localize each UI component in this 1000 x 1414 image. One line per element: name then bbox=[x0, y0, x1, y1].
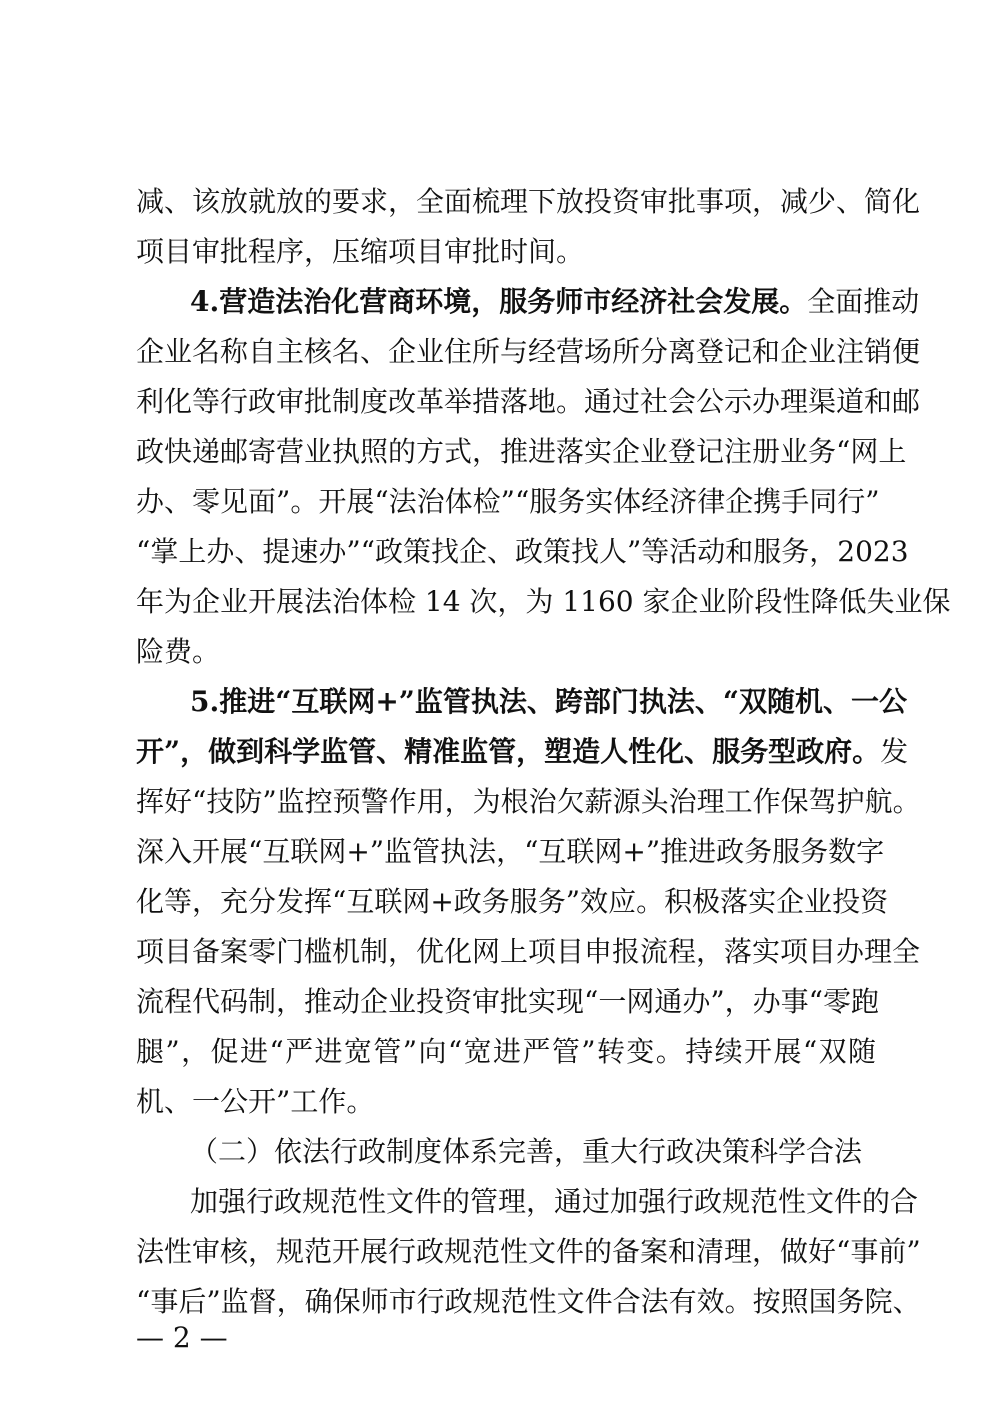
line-text: 减、该放就放的要求，全面梳理下放投资审批事项，减少、简化 bbox=[136, 185, 921, 218]
section-item-4-line bbox=[190, 276, 920, 328]
section-heading-2: （二）依法行政制度体系完善，重大行政决策科学合法 bbox=[190, 1135, 863, 1168]
section-item-5-title: 5.推进“互联网+”监管执法、跨部门执法、“双随机、一公 bbox=[190, 685, 908, 718]
paragraph-line bbox=[136, 776, 921, 828]
line-text: 化等，充分发挥“互联网+政务服务”效应。积极落实企业投资 bbox=[136, 885, 889, 918]
paragraph-line bbox=[136, 1276, 921, 1328]
line-text: 政快递邮寄营业执照的方式，推进落实企业登记注册业务“网上 bbox=[136, 435, 907, 468]
line-text: 企业名称自主核名、企业住所与经营场所分离登记和企业注销便 bbox=[136, 335, 921, 368]
line-text: 办、零见面”。开展“法治体检”“服务实体经济律企携手同行” bbox=[136, 485, 880, 518]
line-text: 利化等行政审批制度改革举措落地。通过社会公示办理渠道和邮 bbox=[136, 385, 921, 418]
paragraph-line bbox=[136, 1026, 876, 1078]
line-text: 险费。 bbox=[136, 635, 221, 668]
line-text: 加强行政规范性文件的管理，通过加强行政规范性文件的合 bbox=[190, 1185, 919, 1218]
paragraph-line bbox=[136, 226, 876, 278]
paragraph-line bbox=[136, 826, 885, 878]
paragraph-line bbox=[136, 1226, 921, 1278]
page-number: — 2 — bbox=[136, 1321, 228, 1354]
paragraph-line bbox=[136, 926, 921, 978]
line-text: “事后”监督，确保师市行政规范性文件合法有效。按照国务院、 bbox=[136, 1285, 921, 1318]
paragraph-line bbox=[136, 1076, 876, 1128]
paragraph-line bbox=[190, 1176, 919, 1228]
line-text: “掌上办、提速办”“政策找企、政策找人”等活动和服务，2023 bbox=[136, 535, 909, 568]
line-text: 项目审批程序，压缩项目审批时间。 bbox=[136, 235, 585, 268]
paragraph-line bbox=[136, 626, 876, 678]
line-text: 法性审核，规范开展行政规范性文件的备案和清理，做好“事前” bbox=[136, 1235, 921, 1268]
paragraph-line bbox=[136, 476, 880, 528]
paragraph-line bbox=[136, 876, 889, 928]
paragraph-line bbox=[136, 576, 951, 628]
section-item-5-line bbox=[190, 676, 908, 728]
paragraph-line bbox=[136, 376, 921, 428]
line-text: 腿”，促进“严进宽管”向“宽进严管”转变。持续开展“双随 bbox=[136, 1035, 876, 1068]
paragraph-line bbox=[136, 426, 907, 478]
line-text: 流程代码制，推动企业投资审批实现“一网通办”，办事“零跑 bbox=[136, 985, 879, 1018]
paragraph-line bbox=[136, 176, 921, 228]
line-text: 机、一公开”工作。 bbox=[136, 1085, 375, 1118]
section-item-5-title: 开”，做到科学监管、精准监管，塑造人性化、服务型政府。 bbox=[136, 735, 881, 768]
line-text: 挥好“技防”监控预警作用，为根治欠薪源头治理工作保驾护航。 bbox=[136, 785, 921, 818]
line-text: 发 bbox=[880, 735, 909, 768]
line-text: 深入开展“互联网+”监管执法，“互联网+”推进政务服务数字 bbox=[136, 835, 885, 868]
paragraph-line bbox=[136, 326, 921, 378]
line-text: 年为企业开展法治体检 14 次，为 1160 家企业阶段性降低失业保 bbox=[136, 585, 951, 618]
section-item-5-line bbox=[136, 726, 909, 778]
paragraph-line bbox=[136, 526, 909, 578]
section-item-4-title: 4.营造法治化营商环境，服务师市经济社会发展。 bbox=[190, 285, 808, 318]
line-text: 全面推动 bbox=[807, 285, 920, 318]
paragraph-line bbox=[136, 976, 879, 1028]
line-text: 项目备案零门槛机制，优化网上项目申报流程，落实项目办理全 bbox=[136, 935, 921, 968]
